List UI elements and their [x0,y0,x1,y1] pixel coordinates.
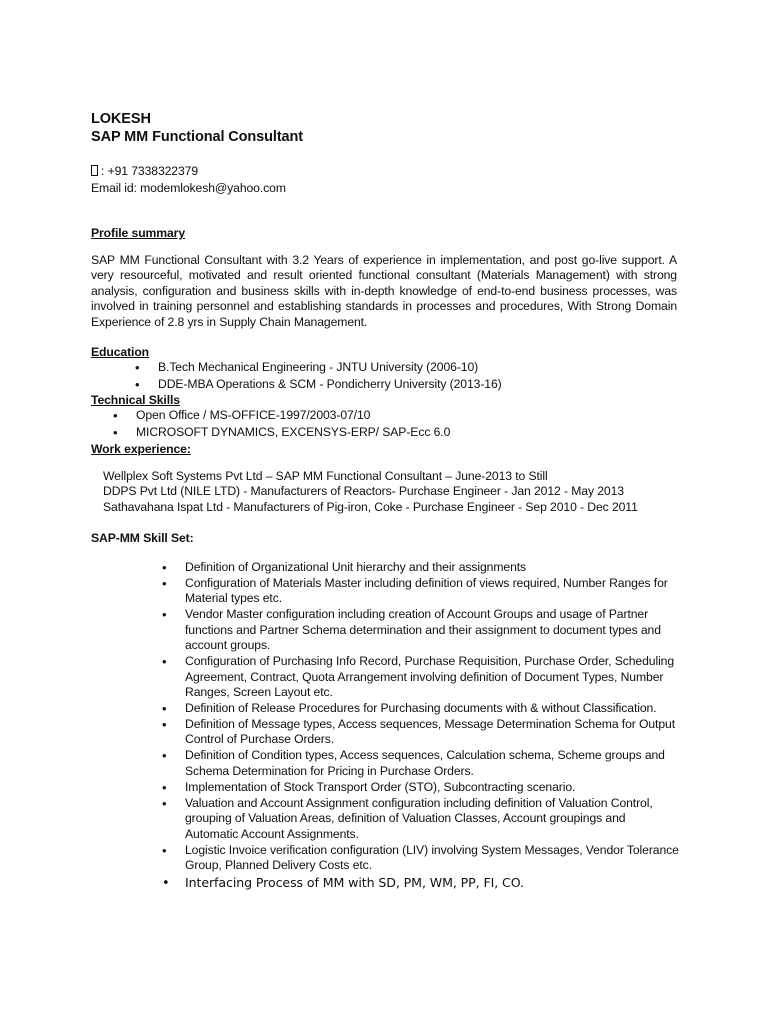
phone-number: : +91 7338322379 [101,164,199,178]
education-list [158,360,502,393]
education-item: • DDE-MBA Operations & SCM - Pondicherry University (2013-16) [158,377,502,392]
technical-skill-item: • Open Office / MS-OFFICE-1997/2003-07/10 [136,408,450,423]
skill-set-item: • Definition of Release Procedures for Purchasing documents with & without Classification. [185,701,679,716]
skill-set-item: • Definition of Message types, Access sequences, Message Determination Schema for Output Control of Purchase Orders. [185,717,679,748]
skill-set-item: • Implementation of Stock Transport Order (STO), Subcontracting scenario. [185,780,679,795]
skill-set-item: • Vendor Master configuration including creation of Account Groups and usage of Partner functions and Partner Schema determination and their assignment to document types and account groups. [185,607,679,653]
profile-summary-text [91,253,677,330]
skill-set-item: • Configuration of Materials Master including definition of views required, Number Ranges for Material types etc. [185,576,679,607]
work-experience-item: Sathavahana Ispat Ltd - Manufacturers of Pig-iron, Coke - Purchase Engineer - Sep 2010 - Dec 2011 [103,499,638,514]
skill-set-item: • Valuation and Account Assignment configuration including definition of Valuation Control, grouping of Valuation Areas, definition of Valuation Classes, Account groupings and Automatic Account Assignments. [185,796,679,842]
technical-skill-item: • MICROSOFT DYNAMICS, EXCENSYS-ERP/ SAP-Ecc 6.0 [136,425,450,440]
candidate-name: LOKESH [91,111,151,127]
skill-set-list [185,560,679,891]
work-experience-heading: Work experience: [91,442,191,456]
skill-set-item: • Definition of Organizational Unit hierarchy and their assignments [185,560,679,575]
education-heading: Education [91,345,150,359]
phone-icon [91,165,98,176]
technical-skills-list [136,408,450,441]
education-item: • B.Tech Mechanical Engineering - JNTU University (2006-10) [158,360,502,375]
skill-set-item: • Logistic Invoice verification configuration (LIV) involving System Messages, Vendor Tolerance Group, Planned Delivery Costs etc. [185,843,679,874]
work-experience-list [103,469,638,515]
skill-set-item: • Interfacing Process of MM with SD, PM, WM, PP, FI, CO. [185,875,679,890]
work-experience-item: DDPS Pvt Ltd (NILE LTD) - Manufacturers of Reactors- Purchase Engineer - Jan 2012 - May 2013 [103,484,624,499]
technical-skills-heading: Technical Skills [91,393,180,407]
skill-set-item: • Definition of Condition types, Access sequences, Calculation schema, Scheme groups and Schema Determination for Pricing in Purchase Orders. [185,748,679,779]
profile-summary-paragraph: SAP MM Functional Consultant with 3.2 Years of experience in implementation, and post go-live support. A very resourceful, motivated and result oriented functional consultant (Materials Management) with strong analysis, configuration and business skills with in-depth knowledge of end-to-end business processes, was involved in training personnel and establishing standards in processes and procedures, With Strong Domain Experience of 2.8 yrs in Supply Chain Management. [91,253,677,329]
profile-summary-heading: Profile summary [91,226,186,240]
phone-line [91,164,198,178]
candidate-title: SAP MM Functional Consultant [91,129,304,145]
email-line: Email id: modemlokesh@yahoo.com [91,181,286,195]
skill-set-heading: SAP-MM Skill Set: [91,531,194,545]
skill-set-item: • Configuration of Purchasing Info Record, Purchase Requisition, Purchase Order, Scheduling Agreement, Contract, Quota Arrangement involving definition of Document Types, Number Ranges, Screen Layout etc. [185,654,679,700]
work-experience-item: Wellplex Soft Systems Pvt Ltd – SAP MM Functional Consultant – June-2013 to Still [103,469,548,483]
